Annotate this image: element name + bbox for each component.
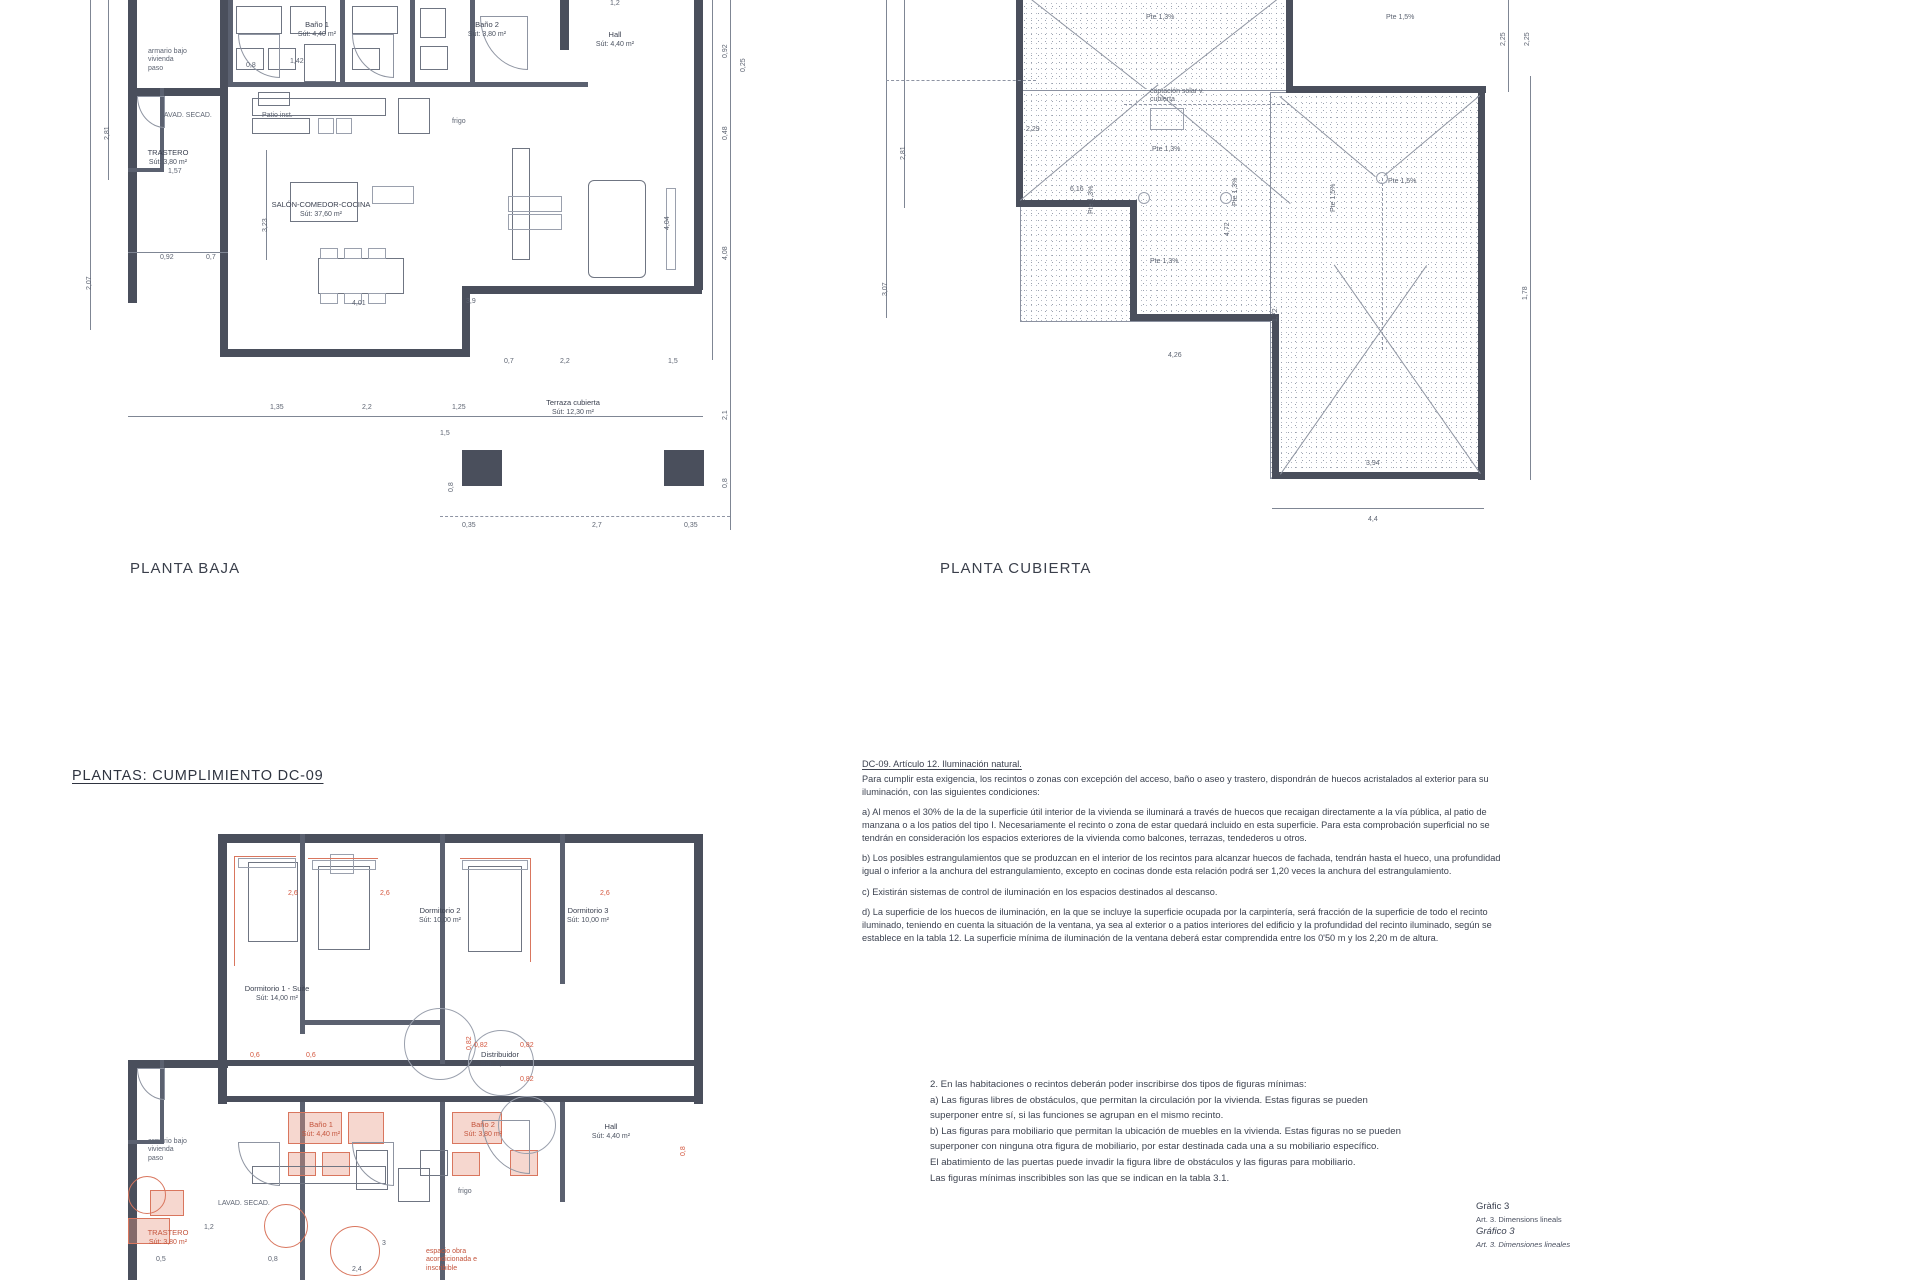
- figure-line: [234, 856, 235, 966]
- wall: [470, 0, 475, 85]
- wall: [340, 0, 345, 85]
- figure-box: [348, 1112, 384, 1144]
- dimension-line: [128, 416, 703, 417]
- wall: [462, 450, 502, 486]
- door-swing: [352, 34, 394, 78]
- furniture: [420, 46, 448, 70]
- wall: [228, 82, 588, 87]
- furniture: [508, 196, 562, 212]
- furniture: [330, 854, 354, 874]
- furniture: [420, 8, 446, 38]
- dc09-article-item-d: d) La superficie de los huecos de iluminación, en la que se incluye la superficie ocupada por la carpintería, será fracción de la superficie de todo el recinto iluminado, teniendo en cuenta la situación de la ventana, ya sea al exterior o a patios interiores del edificio y la profundidad del recinto iluminado, según se establece en la tabla 12. La superficie mínima de iluminación de la ventana deberá estar comprendida entre los 0'50 m y los 2,20 m de altura.: [862, 906, 1492, 943]
- wall: [218, 834, 703, 843]
- wall: [220, 349, 470, 357]
- furniture: [508, 214, 562, 230]
- dimension-line: [1272, 508, 1484, 509]
- figure-line: [308, 858, 378, 859]
- room-label: TRASTERO Sút: 3,80 m²: [147, 1228, 189, 1247]
- figures-text: [930, 1078, 1410, 1189]
- wall: [128, 0, 137, 95]
- plan-title-ground: PLANTA BAJA: [130, 560, 241, 577]
- dc09-article-item-c: c) Existirán sistemas de control de iluminación en los espacios destinados al descanso.: [862, 886, 1218, 897]
- wall: [128, 168, 164, 172]
- furniture: [304, 44, 336, 82]
- room-label: SALÓN-COMEDOR-COCINA Sút: 37,60 m²: [271, 200, 371, 219]
- door-swing: [238, 34, 280, 78]
- wall: [560, 42, 569, 50]
- note-label: espacio obra acondicionada e inscribible: [426, 1248, 477, 1272]
- room-label: Baño 2 Sút: 3,80 m²: [463, 1120, 503, 1139]
- room-label: Hall Sút: 4,40 m²: [591, 1122, 631, 1141]
- wall: [440, 834, 445, 954]
- plan-title-roof: PLANTA CUBIERTA: [940, 560, 1092, 577]
- dc09-article-intro: Para cumplir esta exigencia, los recintos o zonas con excepción del acceso, baño o aseo y trastero, dispondrán de huecos acristalados al exterior para su iluminación, con las siguientes condiciones:: [862, 774, 1489, 798]
- room-label: TRASTERO Sút: 3,80 m²: [147, 148, 189, 167]
- figure-box: [452, 1152, 480, 1176]
- washer: [258, 92, 290, 106]
- dimension-line: [128, 252, 228, 253]
- figure-line: [460, 858, 530, 859]
- furniture: [352, 6, 398, 34]
- note-label: frigo: [452, 118, 466, 125]
- dc09-article-item-a: a) Al menos el 30% de la de la superficie útil interior de la vivienda se iluminará a través de huecos que recaigan directamente a la vía pública, al patio de manzana o a los patios del tipo I. Necesariamente el recinto o zona de estar quedará incluido en esta superficie. Para esta comprobación superficial no se tendrán en consideración los espacios exteriores de la vivienda como balcones, terrazas, tendederos u otros.: [862, 807, 1490, 844]
- dc09-article-heading: DC-09. Artículo 12. Iluminación natural.: [862, 759, 1022, 769]
- dc09-article-text: [862, 758, 1502, 952]
- wall: [560, 1102, 565, 1202]
- wall: [218, 1096, 698, 1102]
- drawing-sheet: Baño 1 Sút: 4,40 m² Baño 2 Sút: 3,80 m² Hall Sút: 4,40 m² TRASTERO Sút: 3,80 m² SALÓN-COMEDOR-COCINA Sút: 37,60 m² Terraza cubierta Sút: 12,30 m² armario bajo vivienda paso Patio inst. LAVAD. SECAD. frigo 2,81 2,07 0,92 0,7 1,35 2,2 1,25 1,5 3,23 4,01 3,9 0,7 2,2 1,5 0,35 2,7 0,35 1,57 1,42 0,8 0,92 0,25 0,48 4,04 4,08 2,1 0,8 0,8 1,2 PLANTA BAJA captación solar v. cubierta Pte 1,3% Pte 1,3% Pte 1,3% Pte 1,3% Pte 1,3% Pte 1,5% Pte 1,5% Pte 1,5% 2,81 3,07 2,29 6,16 4,26 3,94 4,4 1,78 2,25 2,25 1,72 4,72 PLANTA CUBIERTA PLANTAS: CUMPLIMIENTO DC-09 Dormitorio 1 - Suite Sút: 14,00 m² Dormitorio 2 Sút: 10,00 m² Dormitorio 3 Sút: 10,00 m² Distribuidor Sút: 2,40 m² Baño 1 Sút: 4,40 m² Baño 2 Sút: 3,80 m² Hall Sút: 4,40 m² TRASTERO Sút: 3,80 m² armario bajo vivienda paso LAVAD. SECAD. frigo espacio obra acondicionada e inscribible 2,6 2,6 2,6 0,6 0,6 0,82 0,82 0,82 0,82 1,2 0,5 0,8 0,8 2,4 3 DC-09. Artículo 12. Iluminación natural. Para cumplir esta exigencia, los recintos o zonas con excepción del acceso, baño o aseo y trastero, dispondrán de huecos acristalados al exterior para su iluminación, con las siguientes condiciones: a) Al menos el 30% de la de la superficie útil interior de la vivienda se iluminará a través de huecos que recaigan directamente a la vía pública, al patio de manzana o a los patios del tipo I. Necesariamente el recinto o zona de estar quedará incluido en esta superficie. Para esta comprobación superficial no se tendrán en consideración los espacios exteriores de la vivienda como balcones, terrazas, tendederos u otros. b) Los posibles estrangulamientos que se produzcan en el interior de los recintos para alcanzar huecos de fachada, tendrán hasta el hueco, una profundidad igual o inferior a la anchura del estrangulamiento, excepto en cocinas donde esta relación podrá ser 1,20 veces la anchura del estrangulamiento. c) Existirán sistemas de control de iluminación en los espacios destinados al descanso. d) La superficie de los huecos de iluminación, en la que se incluye la superficie ocupada por la carpintería, será fracción de la superficie de todo el recinto iluminado, teniendo en cuenta la situación de la ventana, ya sea al exterior o a patios interiores del edificio y la profundidad del recinto iluminado, según se establece en la tabla 12. La superficie mínima de iluminación de la ventana deberá estar comprendida entre los 0'50 m y los 2,20 m de altura. 2. En las habitaciones o recintos deberán poder inscribirse dos tipos de figuras mínimas: a) Las figuras libres de obstáculos, que permitan la circulación por la vivienda. Estas figuras se pueden superponer entre sí, si las funciones se agrupan en el mismo recinto. b) Las figuras para mobiliario que permitan la ubicación de muebles en la vivienda. Estas figuras no se pueden superponer con ninguna otra figura de mobiliario, por estar destinada cada una a su mobiliario específico. El abatimiento de las puertas puede invadir la figura libre de obstáculos y las figuras para mobiliario. Las figuras mínimas inscribibles son las que se indican en la tabla 3.1. Gràfic 3 Art. 3. Dimensions lineals Gráfico 3 Art. 3. Dimensiones lineales: [0, 0, 1920, 1280]
- kitchen-counter: [252, 118, 310, 134]
- kitchen-sink: [318, 118, 334, 134]
- grafic-caption: [1476, 1200, 1570, 1250]
- wall: [220, 88, 228, 356]
- drain: [1138, 192, 1150, 204]
- grafic-line1: Gràfic 3: [1476, 1201, 1510, 1212]
- free-figure-circle: [264, 1204, 308, 1248]
- chair: [320, 293, 338, 304]
- fridge: [398, 1168, 430, 1202]
- dimension-line: [712, 0, 713, 360]
- grafic-line3: Gráfico 3: [1476, 1225, 1515, 1237]
- figures-item-b: b) Las figuras para mobiliario que permitan la ubicación de muebles en la vivienda. Estas figuras no se pueden superponer con ninguna otra figura de mobiliario, por estar destinada cada una a su mobiliario específico.: [930, 1126, 1401, 1152]
- dining-table: [318, 258, 404, 294]
- dimension-line: [886, 80, 1036, 81]
- figures-intro: 2. En las habitaciones o recintos deberán poder inscribirse dos tipos de figuras mínimas:: [930, 1079, 1307, 1090]
- bed: [318, 866, 370, 950]
- wall: [1272, 314, 1279, 478]
- dc09-article-item-b: b) Los posibles estrangulamientos que se produzcan en el interior de los recintos para alcanzar huecos de fachada, tendrán hasta el hueco, una profundidad igual o inferior a la anchura del estrangulamiento, excepto en cocinas donde esta relación podrá ser 1,20 veces la anchura del estrangulamiento.: [862, 853, 1501, 877]
- kitchen-hob: [336, 118, 352, 134]
- wall: [128, 1060, 228, 1068]
- solar-collector: [1150, 108, 1184, 130]
- room-label: Baño 1 Sút: 4,40 m²: [297, 20, 337, 39]
- room-label: Terraza cubierta Sút: 12,30 m²: [546, 398, 600, 417]
- chair: [344, 248, 362, 259]
- note-label: Patio inst.: [262, 112, 293, 119]
- section-title-dc09: PLANTAS: CUMPLIMIENTO DC-09: [72, 768, 324, 784]
- free-figure-circle: [468, 1030, 534, 1096]
- wall: [1130, 200, 1137, 320]
- wall: [1016, 200, 1136, 207]
- bed: [248, 862, 298, 942]
- door-swing: [238, 1142, 280, 1186]
- wall: [220, 0, 228, 95]
- wall: [462, 286, 470, 356]
- grafic-line2: Art. 3. Dimensions lineals: [1476, 1214, 1562, 1224]
- figures-item-doors: El abatimiento de las puertas puede invadir la figura libre de obstáculos y las figuras para mobiliario.: [930, 1156, 1356, 1168]
- note-label: LAVAD. SECAD.: [218, 1200, 270, 1207]
- furniture: [588, 180, 646, 278]
- furniture: [236, 6, 282, 34]
- door-swing: [137, 1068, 165, 1100]
- note-label: armario bajo vivienda paso: [148, 48, 187, 72]
- note-label: frigo: [458, 1188, 472, 1195]
- figures-item-a: a) Las figuras libres de obstáculos, que permitan la circulación por la vivienda. Estas figuras se pueden superponer entre sí, si las funciones se agrupan en el mismo recinto.: [930, 1095, 1368, 1121]
- dimension-line: [1508, 0, 1509, 92]
- room-label: Baño 2 Sút: 3,80 m²: [467, 20, 507, 39]
- room-label: Dormitorio 2 Sút: 10,00 m²: [418, 906, 462, 925]
- wall: [1286, 86, 1486, 93]
- wall: [560, 0, 569, 48]
- wall: [1286, 0, 1293, 88]
- chair: [368, 248, 386, 259]
- roof-ridge: [1382, 178, 1383, 350]
- room-label: Hall Sút: 4,40 m²: [595, 30, 635, 49]
- wall: [128, 88, 137, 303]
- dimension-line: [266, 150, 267, 260]
- wall: [410, 0, 415, 85]
- note-label: armario bajo vivienda paso: [148, 1138, 187, 1162]
- grafic-line4: Art. 3. Dimensiones lineales: [1476, 1239, 1571, 1249]
- note-label: captación solar v. cubierta: [1150, 88, 1204, 104]
- figures-item-table: Las figuras mínimas inscribibles son las que se indican en la tabla 3.1.: [930, 1173, 1230, 1185]
- room-label: Dormitorio 3 Sút: 10,00 m²: [566, 906, 610, 925]
- dimension-line: [886, 0, 887, 318]
- room-label: Dormitorio 1 - Suite Sút: 14,00 m²: [244, 984, 310, 1003]
- chair: [368, 293, 386, 304]
- wall: [128, 88, 228, 96]
- chair: [320, 248, 338, 259]
- wall: [228, 0, 233, 85]
- drain: [1376, 172, 1388, 184]
- dimension-line: [904, 0, 905, 208]
- drain: [1220, 192, 1232, 204]
- figure-line: [530, 858, 531, 962]
- room-label: Distribuidor Sút: 2,40 m²: [480, 1050, 520, 1069]
- dimension-line: [1530, 76, 1531, 480]
- room-label: Baño 1 Sút: 4,40 m²: [301, 1120, 341, 1139]
- free-figure-circle: [128, 1176, 166, 1214]
- dimension-line: [440, 516, 730, 517]
- fridge: [398, 98, 430, 134]
- wall: [694, 0, 703, 290]
- wall: [1272, 472, 1484, 479]
- wall: [1130, 314, 1278, 321]
- wall: [1478, 92, 1485, 480]
- figure-line: [234, 856, 296, 857]
- roof-surface: [1270, 92, 1482, 479]
- wardrobe: [462, 860, 528, 870]
- note-label: LAVAD. SECAD.: [160, 112, 212, 119]
- wardrobe: [238, 858, 296, 868]
- wall: [664, 450, 704, 486]
- dimension-line: [730, 0, 731, 530]
- wall: [462, 286, 702, 294]
- wall: [1016, 0, 1023, 206]
- dimension-line: [108, 0, 109, 180]
